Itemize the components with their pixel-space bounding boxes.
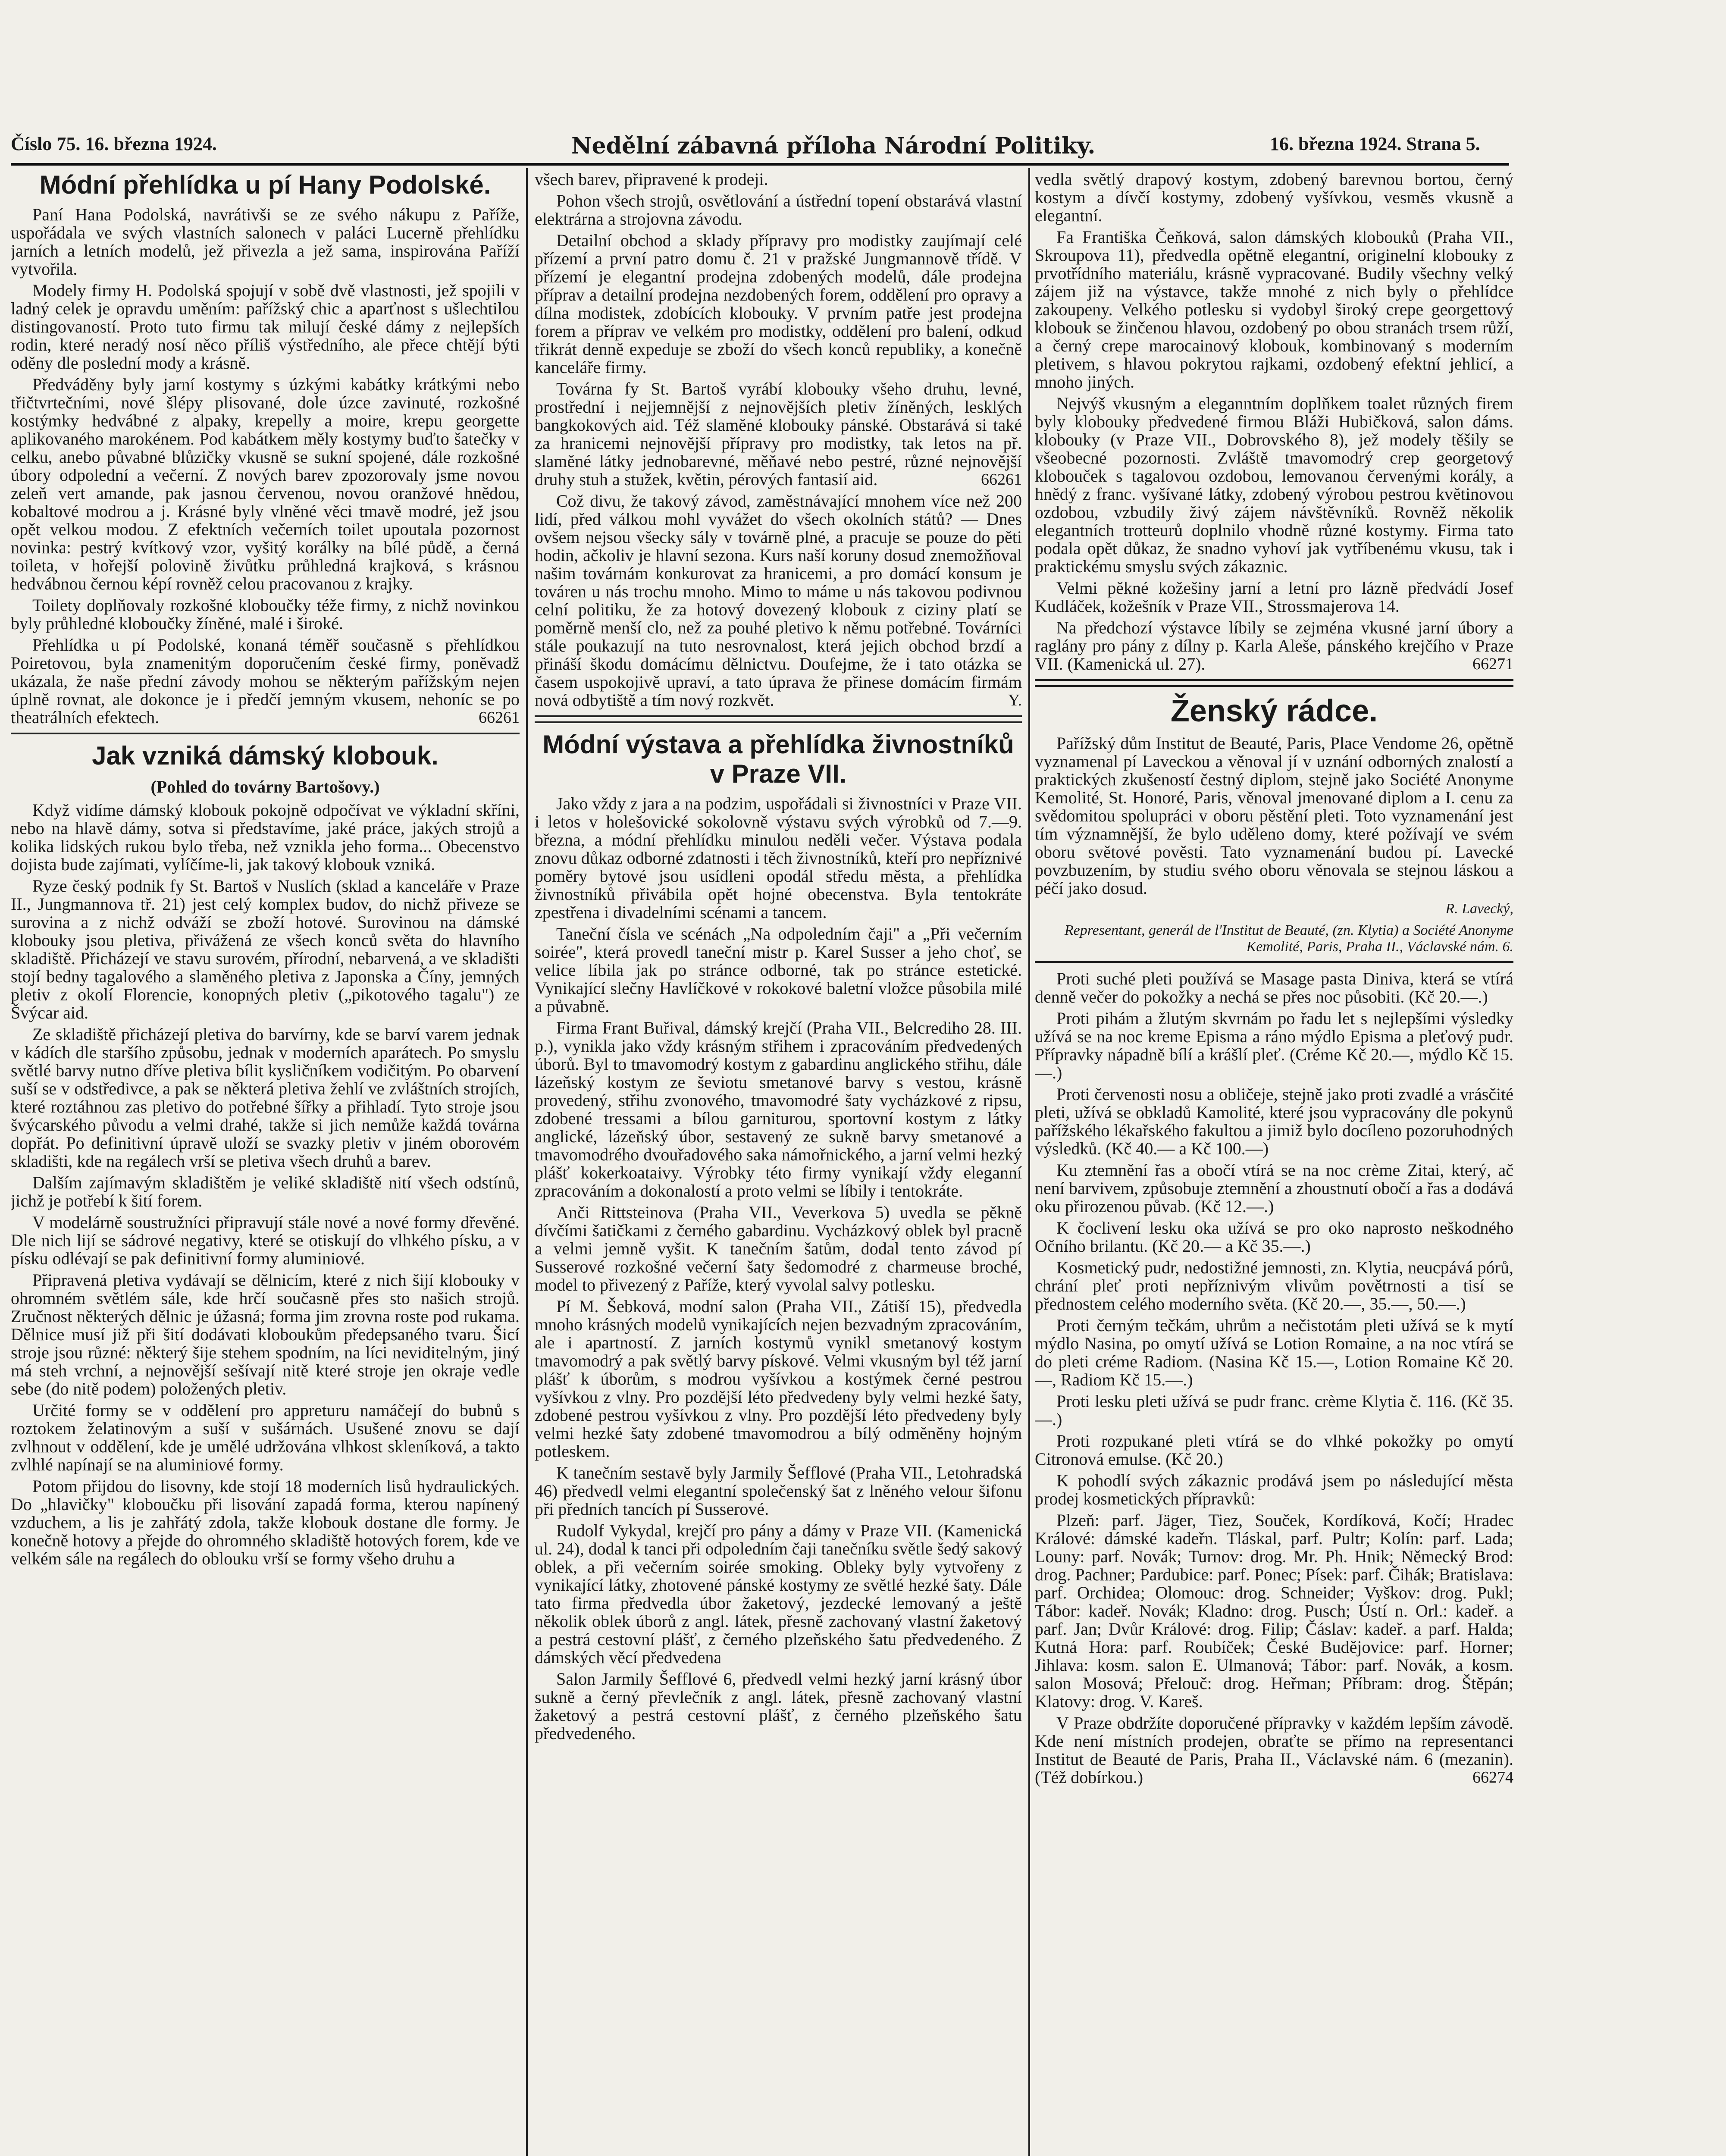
paragraph: Určité formy se v oddělení pro appreturu namáčejí do bubnů s roztokem želatinovým a suší v sušárnách. Usušené znovu se dají zvlhnout v oddělení, kde je umělé udržována vlhkost skleníková, a takto zvlhlé napínají se na aluminiové formy. <box>11 1401 520 1474</box>
paragraph: Pařížský dům Institut de Beauté, Paris, Place Vendome 26, opětně vyznamenal pí Laveckou a věnoval jí v uznání odborných znalostí a praktických zkušeností čestný diplom, stejně jako Société Anonyme Kemolité, St. Honoré, Paris, věnoval jmenované diplom a I. cenu za svědomitou spolupráci v oboru pěstění pleti. Toto vyznamenání jest tím významnější, že bylo uděleno domy, které požívají ve svém oboru světové pověsti. Tato vyznamenání budou pí. Lavecké povzbuzením, by studiu svého oboru věnovala se stejnou láskou a péčí jako dosud. <box>1035 733 1513 898</box>
paragraph: K pohodlí svých zákaznic prodává jsem po následující města prodej kosmetických přípravků: <box>1035 1471 1513 1508</box>
column-rule-2 <box>1028 168 1030 2156</box>
column-3 <box>1035 170 1513 2156</box>
paragraph-text: V Praze obdržíte doporučené přípravky v každém lepším závodě. Kde není místních prodejen, obraťte se přímo na representanci Institut de Beauté de Paris, Praha II., Václavské nám. 6 (mezanin). (Též dobírkou.) <box>1035 1713 1513 1787</box>
paragraph: Kosmetický pudr, nedostižné jemnosti, zn. Klytia, neucpává pórů, chrání pleť proti nepříznivým vlivům povětrnosti a tisí se přednostem celého moderního světa. (Kč 20.—, 35.—, 50.—.) <box>1035 1258 1513 1313</box>
paragraph: Proti červenosti nosu a obličeje, stejně jako proti zvadlé a vrásčité pleti, užívá se obkladů Kamolité, které jsou vypracovány dle pokynů pařížského lékařského fakultou a jimiž bylo docíleno pozoruhodných výsledků. (Kč 40.— a Kč 100.—) <box>1035 1084 1513 1158</box>
signature-name: R. Lavecký, <box>1445 901 1513 917</box>
paragraph <box>535 492 1022 709</box>
paragraph <box>1035 1714 1513 1786</box>
paragraph: Proti suché pleti používá se Masage pasta Diniva, která se vtírá denně večer do pokožky a nechá se přes noc působiti. (Kč 20.—.) <box>1035 969 1513 1006</box>
ad-code: 66271 <box>1472 655 1513 673</box>
article-separator <box>1035 679 1513 687</box>
paragraph: K tanečním sestavě byly Jarmily Šefflové (Praha VII., Letohradská 46) předvedl velmi elegantní společenský šat z lněného velour šifonu při předních tancích pí Susserové. <box>535 1463 1022 1519</box>
paragraph: Proti černým tečkám, uhrům a nečistotám pleti užívá se k mytí mýdlo Nasina, po omytí užívá se Lotion Romaine, a na noc vtírá se do pleti créme Radiom. (Nasina Kč 15.—, Lotion Romaine Kč 20.—, Radiom Kč 15.—.) <box>1035 1316 1513 1389</box>
article-title: Módní výstava a přehlídka živnostníků v Praze VII. <box>542 730 1014 788</box>
ad-code: 66274 <box>1472 1768 1513 1786</box>
paragraph: Velmi pěkné kožešiny jarní a letní pro lázně předvádí Josef Kudláček, kožešník v Praze VII., Strossmajerova 14. <box>1035 578 1513 616</box>
paragraph: vedla světlý drapový kostym, zdobený barevnou bortou, černý kostym a dívčí kostymy, zdobený vyšívkou, vesměs vkusně a elegantní. <box>1035 170 1513 225</box>
paragraph: Pí M. Šebková, modní salon (Praha VII., Zátiší 15), předvedla mnoho krásných modelů vynikajících nejen bezvadným zpracováním, ale i apartností. Z jarních kostymů vynikl smetanový kostym tmavomodrý a pak světlý barvy pískové. Velmi vkusným byl též jarní plášť k úborům, s modrou vyšívkou a kostýmek černé pestrou vyšívkou z vlny. Pro pozdější léto předvedeny byly velmi hezké šaty, zdobené pestrou vyšívkou z vlny. Pro pozdější léto předvedeny byly velmi hezké šaty zdobené tmavomodrou a bílý odměněny hojným potleskem. <box>535 1297 1022 1461</box>
paragraph: Ze skladiště přicházejí pletiva do barvírny, kde se barví varem jednak v kádích dle staršího způsobu, jednak v moderních aparátech. Po smyslu světlé barvy nutno dříve pletiva bílit kysličníkem vodičitým. Po obarvení suší se v odstředivce, a pak se některá pletiva žehlí ve zvláštních strojích, které roztáhnou zas pletivo do potřebné šířky a přihladí. Tyto stroje jsou švýcarského původu a velmi drahé, takže si jich nemůže každá továrna dopřát. Po definitivní úpravě uloží se svazky pletiv v jiném oborovém skladišti, kde na regálech vrší se pletiva všech druhů a barev. <box>11 1025 520 1171</box>
paragraph: Nejvýš vkusným a eleganntním doplňkem toalet různých firem byly klobouky předvedené firmou Bláži Hubičková, salon dáms. klobouky (v Praze VII., Dobrovského 8), jež modely těšily se všeobecné pozornosti. Zvláště tmavomodrý crep georgetový klobouček s tagalovou ozdobou, lemovanou červenými korály, a hnědý z franc. vyšívané látky, zdobený výrobou pestrou květinovou ozdobou, vzbudily živý zájem návštěvníků. Rovněž několik elegantních trotteurů doplnilo vhodně různé kostymy. Firma tato podala opět důkaz, že snadno vyhoví jak vytříbenému vkusu, tak i praktickému smyslu svých zákaznic. <box>1035 394 1513 576</box>
paragraph: Ryze český podnik fy St. Bartoš v Nuslích (sklad a kanceláře v Praze II., Jungmannova tř. 21) jest celý komplex budov, do nichž přiveze se surovina a z nichž odváží se zboží hotové. Surovinou na dámské klobouky jsou pletiva, přivážená ze všech konců světa do hlavního skladiště. Přicházejí ve stavu surovém, přírodní, nebarvená, a ve skladišti stojí bedny tagalového a slaměného pletiva z Japonska a Číny, jemných pletiv z okolí Florencie, konopných pletiv („pikotového tagalu") ze Švýcar aid. <box>11 876 520 1022</box>
paragraph-text: Což divu, že takový závod, zaměstnávající mnohem více než 200 lidí, před válkou mohl vyvážet do všech okolních států? — Dnes ovšem nejsou všecky sály v továrně plné, a pracuje se pouze do pěti hodin, ačkoliv je hlavní sezona. Kurs naší koruny dosud znemožňoval našim továrnám konkurovat za hranicemi, a pro domácí konsum je továren u nás trochu mnoho. Mimo to máme u nás takovou podivnou celní politiku, že za hotový dovezený klobouk z ciziny platí se poměrně menší clo, než za pouhé pletivo k němu potřebné. Továrníci stále poukazují na tuto nesrovnalost, která jejich obchod brzdí a přináší škodu domácímu dělnictvu. Doufejme, že i tato otázka se časem uspokojivě upraví, a tato úprava že přinese domácím firmám nová odbytiště a tím nový rozkvět. <box>535 491 1022 710</box>
paragraph: Proti lesku pleti užívá se pudr franc. crème Klytia č. 116. (Kč 35.—.) <box>1035 1391 1513 1429</box>
paragraph: Fa Františka Čeňková, salon dámských klobouků (Praha VII., Skroupova 11), předvedla opětně elegantní, originelní klobouky z prvotřídního materiálu, krásně vypracované. Budily všechny velký zájem již na výstavce, takže mnohé z nich byly o přehlídce zakoupeny. Velkého potlesku si vydobyl široký crepe georgettový klobouk se žinčenou hlavou, ozdobený po obou stranách trsem růží, a černý crepe marocainový klobouk, kombinovaný s moderním pletivem, s hlavou pokrytou rajkami, ozdobený efektní jehlicí, a mnoho jiných. <box>1035 227 1513 392</box>
section-separator <box>1035 961 1513 963</box>
paragraph: Detailní obchod a sklady přípravy pro modistky zaujímají celé přízemí a první patro domu č. 21 v pražské Jungmannově třídě. V přízemí je elegantní prodejna zdobených modelů, dále prodejna příprav a detailní prodejna nezdobených forem, oddělení pro opravy a dílna modistek, zdobících klobouky. V prvním patře jest prodejna forem a příprav ve velkém pro modistky, oddělení pro balení, odkud třikrát denně expeduje se zboží do všech konců republiky, a konečně kanceláře firmy. <box>535 231 1022 377</box>
article-title: Jak vzniká dámský klobouk. <box>92 741 439 770</box>
ad-code: 66261 <box>479 708 520 727</box>
article-subtitle: (Pohled do továrny Bartošovy.) <box>150 777 380 796</box>
paragraph-text: Továrna fy St. Bartoš vyrábí klobouky všeho druhu, levné, prostřední i nejjemnější z nejnovějších pletiv žíněných, lesklých bangkokových aid. Též slaměné klobouky pánské. Obstarává si také za hranicemi nejnovější přípravy pro modistky, tak letos na př. slaměné látky jednobarevné, měňavé nebo pestré, různé nejnovější druhy stuh a stužek, květin, pérových fantasií aid. <box>535 379 1022 489</box>
header-rule <box>11 163 1509 166</box>
paragraph: Proti rozpukané pleti vtírá se do vlhké pokožky po omytí Citronová emulse. (Kč 20.) <box>1035 1431 1513 1469</box>
issue-number: Číslo 75. 16. března 1924. <box>11 133 217 154</box>
paragraph: K čoclivení lesku oka užívá se pro oko naprosto neškodného Očního brilantu. (Kč 20.— a Kč 35.—.) <box>1035 1218 1513 1256</box>
column-2 <box>535 170 1022 2156</box>
paragraph: Taneční čísla ve scénách „Na odpoledním čaji" a „Při večerním soirée", která provedl taneční mistr p. Karel Susser a jeho choť, se velice líbila jak po stránce odborné, tak po stránce estetické. Vynikající slečny Havlíčkové v rokokové baletní vložce působila milé a půvabně. <box>535 924 1022 1016</box>
paragraph: Předváděny byly jarní kostymy s úzkými kabátky krátkými nebo třičtvrtečními, nové šlépy plisované, dole úzce zavinuté, rozkošné kostýmky hedvábné z alpaky, krepelly a moire, krepu georgette aplikovaného marokénem. Pod kabátkem měly kostymy buďto šatečky v celku, anebo půvabné blůzičky vkusně se sukní spojené, dále rozkošné úbory odpolední a večerní. Z nových barev zpozorovaly jsme novou zeleň vert amande, pak jasnou červenou, novou oranžové hnědou, kobaltové modrou a j. Krásné byly vlněné věci tmavě modré, jež jsou opět velkou modou. Z efektních večerních toilet upoutala pozornost novinka: pestrý kvítkový vzor, vyšitý korálky na bílé půdě, a černá toileta, v hořejší polovině živůtku průhledná krajková, s krásnou hedvábnou černou képí rovněž celou pracovanou z krajky. <box>11 375 520 593</box>
article-separator <box>535 715 1022 723</box>
paragraph-text: Na předchozí výstavce líbily se zejména vkusné jarní úbory a raglány pro pány z dílny p. Karla Aleše, pánského krejčího v Praze VII. (Kamenická ul. 27). <box>1035 618 1513 674</box>
column-rule-1 <box>526 168 528 2156</box>
paragraph: V modelárně soustružníci připravují stále nové a nové formy dřevěné. Dle nich lijí se sádrové negativy, které se otiskují do vlhkého písku, a v písku odlévají se pak definitivní formy aluminiové. <box>11 1213 520 1268</box>
paragraph: Toilety doplňovaly rozkošné kloboučky téže firmy, z nichž novinkou byly průhledné kloboučky žíněné, malé i široké. <box>11 595 520 633</box>
paragraph: Paní Hana Podolská, navrátivši se ze svého nákupu z Paříže, uspořádala ve svých vlastních salonech v paláci Lucerně přehlídku jarních a letních modelů, jež přivezla a jež sama, inspirována Paříží vytvořila. <box>11 205 520 279</box>
author-signature: Y. <box>1008 691 1022 709</box>
date-page-number: 16. března 1924. Strana 5. <box>1270 133 1480 154</box>
paragraph: Modely firmy H. Podolská spojují v sobě dvě vlastnosti, jež spojili v ladný celek je opravdu uměním: pařížský chic a aparťnost s ušlechtilou distingovaností. Proto tuto firmu tak milují české dámy z nejlepších rodin, které neradý nosí něco příliš výstředního, ale přece chtějí býti oděny dle poslední mody a krásně. <box>11 281 520 373</box>
signature-details: Representant, generál de l'Institut de Beauté, (zn. Klytia) a Société Anonyme Kemolité, Paris, Praha II., Václavské nám. 6. <box>1064 922 1513 955</box>
paragraph: všech barev, připravené k prodeji. <box>535 170 768 189</box>
paragraph <box>535 380 1022 489</box>
paragraph: Ku ztemnění řas a obočí vtírá se na noc crème Zitai, který, ač není barvivem, způsobuje ztemnění a zhoustnutí obočí a řas a dodává oku přirozenou půvab. (Kč 12.—.) <box>1035 1160 1513 1216</box>
paragraph <box>1035 619 1513 673</box>
paragraph: Anči Rittsteinova (Praha VII., Veverkova 5) uvedla se pěkně dívčími šatičkami z černého gabardinu. Vycházkový oblek byl pracně a velmi jemně vyšit. K tanečním šatům, dodal tento závod pí Susserové rozkošné večerní šaty šedomodré z charmeuse broché, model to přivezený z Paříže, který vyvolal salvy potlesku. <box>535 1203 1022 1294</box>
paragraph: Když vidíme dámský klobouk pokojně odpočívat ve výkladní skříni, nebo na hlavě dámy, sotva si představíme, jaké práce, jakých strojů a kolika lidských rukou bylo třeba, než vznikla jeho forma... Obecenstvo dojista bude zajímati, vylíčíme-li, jak takový klobouk vzniká. <box>11 800 520 874</box>
paragraph: Pohon všech strojů, osvětlování a ústřední topení obstarává vlastní elektrárna a strojovna závodu. <box>535 191 1022 229</box>
page-header <box>11 129 1520 164</box>
paragraph: Firma Frant Buřival, dámský krejčí (Praha VII., Belcrediho 28. III. p.), vynikla jako vždy krásným střihem i zpracováním předvedených úborů. Byl to tmavomodrý kostym z gabardinu anglického střihu, dále lázeňský kostym ze ševiotu smetanové barvy s vestou, krásně provedený, střihu zvonového, tmavomodré šaty vycházkové z ripsu, zdobené tressami a bílou garniturou, sportovní kostym z látky anglické, lázeňský úbor, sestavený ze sukně barvy smetanové a tmavomodrého dvouřadového saka námořnického, a jarní velmi hezký plášť kokerkoataivy. Výrobky této firmy vynikají vždy eleganní zpracováním a dokonalostí a proto velmi se líbily i tentokráte. <box>535 1018 1022 1200</box>
ad-code: 66261 <box>981 470 1022 489</box>
paragraph: Dalším zajímavým skladištěm je veliké skladiště nití všech odstínů, jichž je potřebí k šití forem. <box>11 1173 520 1210</box>
supplement-title: Nedělní zábavná příloha Národní Politiky. <box>571 133 1096 159</box>
column-1 <box>11 170 520 2156</box>
paragraph: Jako vždy z jara a na podzim, uspořádali si živnostníci v Praze VII. i letos v holešovické sokolovně výstavu svých výrobků od 7.—9. března, a módní přehlídku minulou neděli večer. Výstava podala znovu důkaz odborné zdatnosti i těch živnostníků, kteří pro nepříznivé poměry bytové jsou usídleni opodál středu města, a přehlídka živnostníků přivábila opět hojné obecenstva. Byla tentokráte zpestřena i divadelními scénami a tancem. <box>535 794 1022 922</box>
paragraph: Potom přijdou do lisovny, kde stojí 18 moderních lisů hydraulických. Do „hlavičky" kloboučku při lisování zapadá forma, kterou napínený vzduchem, a lis je zahřátý zdola, takže klobouk dostane dle formy. Je konečně hotovy a přejde do ohromného skladiště hotových forem, kde ve velkém sále na regálech do oblouku vrší se formy všeho druhu a <box>11 1476 520 1568</box>
paragraph: Připravená pletiva vydávají se dělnicím, které z nich šijí klobouky v ohromném světlém sále, kde hrčí současně přes sto našich strojů. Zručnost některých dělnic je úžasná; forma jim zrovna roste pod rukama. Dělnice musí již při šití dodávati kloboukům předepsaného tvaru. Šicí stroje jsou různé: některý šije stehem spodním, na líci neviditelným, jiný má steh vrchní, a nejnovější sešívají nitě které stroje jen okraje vedle sebe (do nitě podem) položených pletiv. <box>11 1270 520 1398</box>
article-title: Módní přehlídka u pí Hany Podolské. <box>39 170 491 199</box>
paragraph: Salon Jarmily Šefflové 6, předvedl velmi hezký jarní krásný úbor sukně a černý převlečník z angl. látek, přesně zachovaný vlastní žaketový a pestrá cestovní plášť, z černého plzeňského šatu předvedeného. <box>535 1669 1022 1743</box>
paragraph: Rudolf Vykydal, krejčí pro pány a dámy v Praze VII. (Kamenická ul. 24), dodal k tanci při odpoledním čaji tanečníku světle šedý sakový oblek, a při večerním soirée smoking. Obleky byly vytvořeny z vynikající látky, zhotovené pánské kostymy ze světlé hezké šaty. Dále tato firma předvedla úbor žaketový, jezdecké lemovaný a ještě několik oblek úborů z angl. látek, přesně zachovaný vlastní žaketový a pestrá cestovní plášť, z černého plzeňského šatu předvedeného. Z dámských věcí předvedena <box>535 1521 1022 1667</box>
article-separator <box>11 733 520 734</box>
paragraph: Proti pihám a žlutým skvrnám po řadu let s nejlepšími výsledky užívá se na noc kreme Episma a ráno mýdlo Episma a pleťový pudr. Přípravky nápadně bílí a krášlí pleť. (Créme Kč 20.—, mýdlo Kč 15.—.) <box>1035 1009 1513 1082</box>
paragraph-text: Přehlídka u pí Podolské, konaná téměř současně s přehlídkou Poiretovou, byla znamenitým doporučením české firmy, poněvadž ukázala, že naše přední závody mohou se některým pařížským nejen úplně rovnat, ale dokonce je i předčí jemným vkusem, nehoníc se po theatrálních efektech. <box>11 635 520 727</box>
paragraph: Plzeň: parf. Jäger, Tiez, Souček, Kordíková, Kočí; Hradec Králové: dámské kadeřn. Tláskal, parf. Pultr; Kolín: parf. Lada; Louny: parf. Novák; Turnov: drog. Mr. Ph. Hnik; Německý Brod: drog. Pachner; Pardubice: parf. Ponec; Písek: parf. Čihák; Bratislava: parf. Orchidea; Olomouc: drog. Schneider; Vyškov: drog. Pukl; Tábor: kadeř. Novák; Kladno: drog. Pusch; Ústí n. Orl.: kadeř. a parf. Jan; Dvůr Králové: drog. Filip; Čáslav: kadeř. a parf. Halda; Kutná Hora: parf. Roubíček; České Budějovice: parf. Horner; Jihlava: kosm. salon E. Ulmanová; Tábor: parf. Novák, a kosm. salon Mosová; Přelouč: drog. Heřman; Příbram: drog. Štěpán; Klatovy: drog. V. Kareš. <box>1035 1510 1513 1711</box>
article-title: Ženský rádce. <box>1170 694 1378 728</box>
paragraph <box>11 636 520 727</box>
